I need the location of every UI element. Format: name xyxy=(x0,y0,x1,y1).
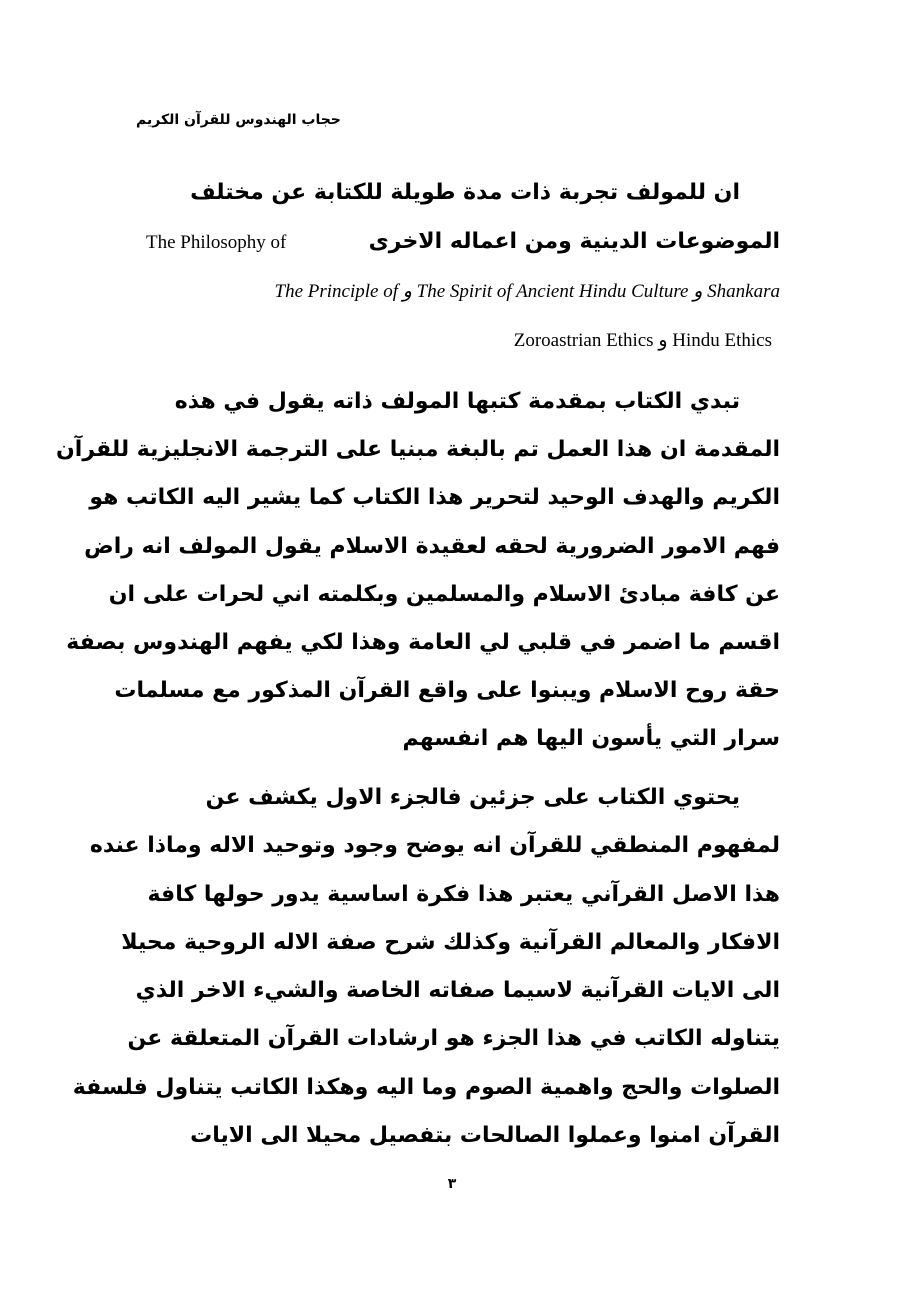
paragraph-line: فهم الامور الضرورية لحقه لعقيدة الاسلام يقول المولف انه راض xyxy=(84,533,780,559)
paragraph-line: هذا الاصل القرآني يعتبر هذا فكرة اساسية يدور حولها كافة xyxy=(147,881,780,907)
paragraph-line: سرار التي يأسون اليها هم انفسهم xyxy=(402,726,780,752)
paragraph-line: حقة روح الاسلام ويبنوا على واقع القرآن المذكور مع مسلمات xyxy=(114,678,780,704)
paragraph-line: لمفهوم المنطقي للقرآن انه يوضح وجود وتوحيد الاله وماذا عنده xyxy=(89,833,780,859)
paragraph-line: الكريم والهدف الوحيد لتحرير هذا الكتاب كما يشير اليه الكاتب هو xyxy=(89,485,780,511)
paragraph-line: المقدمة ان هذا العمل تم بالبغة مبنيا على الترجمة الانجليزية للقرآن xyxy=(56,437,780,463)
paragraph-line: الافكار والمعالم القرآنية وكذلك شرح صفة الاله الروحية محيلا xyxy=(121,929,780,955)
paragraph-introduction xyxy=(56,378,780,764)
paragraph-line: الصلوات والحج واهمية الصوم وما اليه وهكذا الكاتب يتناول فلسفة xyxy=(72,1074,780,1100)
paragraph-line-mixed xyxy=(136,217,780,267)
english-title: The Philosophy of xyxy=(146,232,287,253)
paragraph-line: القرآن امنوا وعملوا الصالحات بتفصيل محيلا الى الايات xyxy=(190,1123,780,1149)
paragraph-line: الموضوعات الدينية ومن اعماله الاخرى xyxy=(368,229,780,254)
running-header xyxy=(136,112,776,128)
paragraph-line: اقسم ما اضمر في قلبي لي العامة وهذا لكي يفهم الهندوس بصفة xyxy=(66,630,780,656)
english-titles-line: The Principle of و The Spirit of Ancient Hindu Culture و Shankara xyxy=(274,281,780,302)
paragraph-contents xyxy=(72,774,780,1160)
page-number: ٣ xyxy=(447,1176,457,1192)
paragraph-line: عن كافة مبادئ الاسلام والمسلمين وبكلمته اني لحرات على ان xyxy=(108,581,780,607)
paragraph-line: ان للمولف تجربة ذات مدة طويلة للكتابة عن مختلف xyxy=(190,180,740,205)
paragraph-line: يتناوله الكاتب في هذا الجزء هو ارشادات القرآن المتعلقة عن xyxy=(127,1026,780,1052)
english-titles-line: Zoroastrian Ethics و Hindu Ethics xyxy=(513,330,772,351)
paragraph-line: الى الايات القرآنية لاسيما صفاته الخاصة والشيء الاخر الذي xyxy=(135,978,780,1004)
paragraph-author-works xyxy=(136,168,780,365)
paragraph-line: يحتوي الكتاب على جزئين فالجزء الاول يكشف عن xyxy=(205,785,740,810)
paragraph-line: تبدي الكتاب بمقدمة كتبها المولف ذاته يقول في هذه xyxy=(174,389,740,414)
running-title: حجاب الهندوس للقرآن الكريم xyxy=(136,112,341,128)
